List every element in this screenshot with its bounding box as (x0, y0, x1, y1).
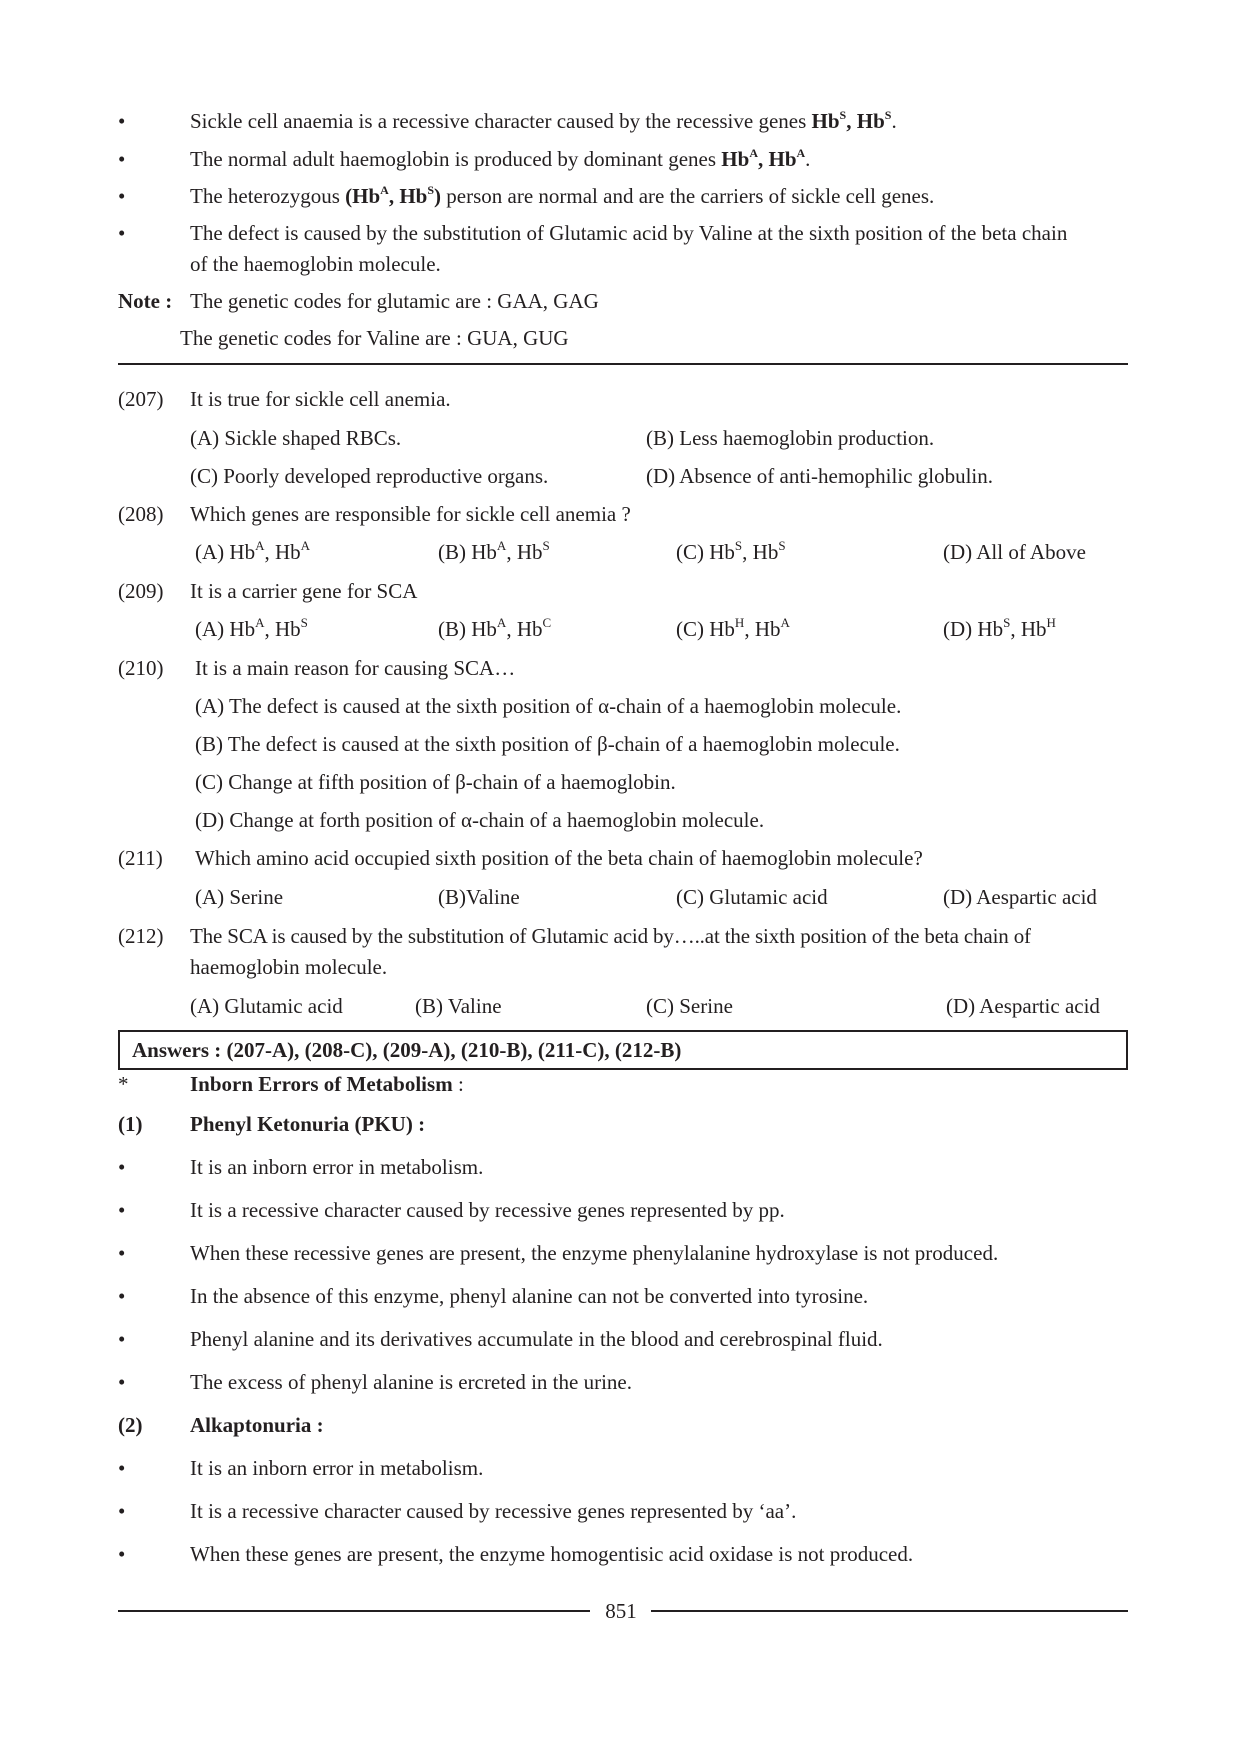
gene: (Hb (345, 184, 381, 208)
option-a: (A) Glutamic acid (190, 994, 343, 1018)
option-text: , Hb (744, 617, 781, 641)
option-d: (D) Aespartic acid (946, 994, 1100, 1018)
footer-rule-left (118, 1610, 590, 1612)
option-text: (B) Hb (438, 540, 497, 564)
option-c (676, 615, 790, 643)
bullet-marker: • (118, 1370, 126, 1394)
footer-rule-right (651, 1610, 1128, 1612)
option-a: (A) Serine (195, 885, 284, 909)
note-label: Note : (118, 289, 173, 313)
option-d (943, 615, 1056, 643)
option-c: (C) Change at fifth position of β-chain of a haemoglobin. (195, 770, 676, 794)
page-number: 851 (605, 1599, 637, 1623)
text: person are normal and are the carriers of sickle cell genes. (441, 184, 935, 208)
superscript: A (255, 615, 265, 630)
option-b (438, 538, 550, 566)
bullet-marker: • (118, 147, 126, 171)
question-text: It is true for sickle cell anemia. (190, 387, 451, 411)
option-text: , Hb (742, 540, 779, 564)
option-d: (D) Aespartic acid (943, 885, 1097, 909)
gene: ) (434, 184, 442, 208)
list-item-text: When these genes are present, the enzyme homogentisic acid oxidase is not produced. (190, 1542, 914, 1566)
bullet-marker: • (118, 1155, 126, 1179)
option-text: (B) Hb (438, 617, 497, 641)
superscript: S (839, 108, 847, 122)
text: The defect is caused by the substitution of Glutamic acid by Valine at the sixth position of the beta chain (190, 221, 1068, 245)
text: The heterozygous (190, 184, 346, 208)
question-text: The SCA is caused by the substitution of Glutamic acid by…..at the sixth position of the beta chain of (190, 924, 1031, 948)
section-title: Alkaptonuria : (190, 1413, 324, 1437)
superscript: S (734, 538, 743, 553)
bullet-marker: • (118, 1284, 126, 1308)
list-item-text: It is an inborn error in metabolism. (190, 1155, 484, 1179)
option-text: (C) Hb (676, 540, 735, 564)
note-line-1: The genetic codes for glutamic are : GAA, GAG (190, 289, 599, 313)
gene: Hb (811, 109, 840, 133)
superscript: A (796, 146, 806, 160)
list-item-text: It is a recessive character caused by recessive genes represented by pp. (190, 1198, 785, 1222)
question-text: It is a main reason for causing SCA… (195, 656, 516, 680)
option-b: (B)Valine (438, 885, 520, 909)
superscript: C (542, 615, 552, 630)
option-c: (C) Poorly developed reproductive organs. (190, 464, 549, 488)
superscript: S (427, 183, 435, 197)
superscript: A (496, 538, 507, 553)
option-a: (A) Sickle shaped RBCs. (190, 426, 402, 450)
bullet-marker: • (118, 184, 126, 208)
star-marker: * (118, 1072, 129, 1096)
option-text: , Hb (506, 540, 543, 564)
superscript: S (778, 538, 786, 553)
answers-text: Answers : (207-A), (208-C), (209-A), (210-B), (211-C), (212-B) (132, 1038, 682, 1062)
option-d: (D) All of Above (943, 540, 1086, 564)
bullet-marker: • (118, 109, 126, 133)
text: The normal adult haemoglobin is produced by dominant genes (190, 147, 722, 171)
superscript: A (496, 615, 507, 630)
option-text: (A) Hb (195, 617, 256, 641)
option-c (676, 538, 786, 566)
question-text: Which amino acid occupied sixth position of the beta chain of haemoglobin molecule? (195, 846, 923, 870)
list-item-text: It is a recessive character caused by recessive genes represented by ‘aa’. (190, 1499, 797, 1523)
gene: , Hb (846, 109, 885, 133)
colon: : (452, 1072, 464, 1096)
superscript: A (780, 615, 790, 630)
superscript: A (300, 538, 311, 553)
option-b: (B) The defect is caused at the sixth position of β-chain of a haemoglobin molecule. (195, 732, 900, 756)
section-title: Phenyl Ketonuria (PKU) : (190, 1112, 426, 1136)
option-text: (D) Hb (943, 617, 1004, 641)
list-item-text: In the absence of this enzyme, phenyl alanine can not be converted into tyrosine. (190, 1284, 869, 1308)
superscript: S (1003, 615, 1011, 630)
answers-box (118, 1030, 1128, 1070)
divider (118, 363, 1128, 365)
superscript: S (542, 538, 550, 553)
option-d: (D) Change at forth position of α-chain of a haemoglobin molecule. (195, 808, 765, 832)
option-b: (B) Less haemoglobin production. (646, 426, 935, 450)
gene: , Hb (388, 184, 428, 208)
gene: , Hb (757, 147, 797, 171)
bullet-marker: • (118, 1499, 126, 1523)
superscript: H (1046, 615, 1056, 630)
bullet-marker: • (118, 1241, 126, 1265)
question-number: (210) (118, 656, 164, 680)
question-text: haemoglobin molecule. (190, 955, 388, 979)
option-text: , Hb (264, 617, 301, 641)
option-text: (A) Hb (195, 540, 256, 564)
list-item-text: The excess of phenyl alanine is ercreted in the urine. (190, 1370, 632, 1394)
option-c: (C) Serine (646, 994, 733, 1018)
superscript: S (884, 108, 892, 122)
option-a (195, 538, 310, 566)
list-item-text: Phenyl alanine and its derivatives accumulate in the blood and cerebrospinal fluid. (190, 1327, 883, 1351)
question-number: (209) (118, 579, 164, 603)
bullet-marker: • (118, 1327, 126, 1351)
option-text: , Hb (1010, 617, 1047, 641)
option-text: (C) Hb (676, 617, 735, 641)
superscript: S (300, 615, 308, 630)
gene: Hb (721, 147, 750, 171)
question-text: Which genes are responsible for sickle cell anemia ? (190, 502, 631, 526)
list-item-text: It is an inborn error in metabolism. (190, 1456, 484, 1480)
option-d: (D) Absence of anti-hemophilic globulin. (646, 464, 994, 488)
bullet-marker: • (118, 1198, 126, 1222)
bullet-marker: • (118, 1542, 126, 1566)
superscript: A (749, 146, 758, 160)
question-number: (207) (118, 387, 164, 411)
bullet-marker: • (118, 221, 126, 245)
section-number: (2) (118, 1413, 143, 1437)
superscript: A (255, 538, 265, 553)
list-item-text: When these recessive genes are present, the enzyme phenylalanine hydroxylase is not produced. (190, 1241, 999, 1265)
question-number: (211) (118, 846, 163, 870)
option-a (195, 615, 308, 643)
question-number: (212) (118, 924, 164, 948)
bullet-marker: • (118, 1456, 126, 1480)
text: . (891, 109, 897, 133)
option-b (438, 615, 551, 643)
section-heading: Inborn Errors of Metabolism (190, 1072, 453, 1096)
option-a: (A) The defect is caused at the sixth position of α-chain of a haemoglobin molecule. (195, 694, 902, 718)
text: of the haemoglobin molecule. (190, 252, 441, 276)
text: Sickle cell anaemia is a recessive character caused by the recessive genes (190, 109, 812, 133)
option-text: , Hb (264, 540, 301, 564)
option-c: (C) Glutamic acid (676, 885, 828, 909)
text: . (805, 147, 811, 171)
option-text: , Hb (506, 617, 543, 641)
question-text: It is a carrier gene for SCA (190, 579, 418, 603)
superscript: A (380, 183, 389, 197)
option-b: (B) Valine (415, 994, 502, 1018)
question-number: (208) (118, 502, 164, 526)
superscript: H (734, 615, 745, 630)
section-number: (1) (118, 1112, 143, 1136)
note-line-2: The genetic codes for Valine are : GUA, GUG (180, 326, 569, 350)
